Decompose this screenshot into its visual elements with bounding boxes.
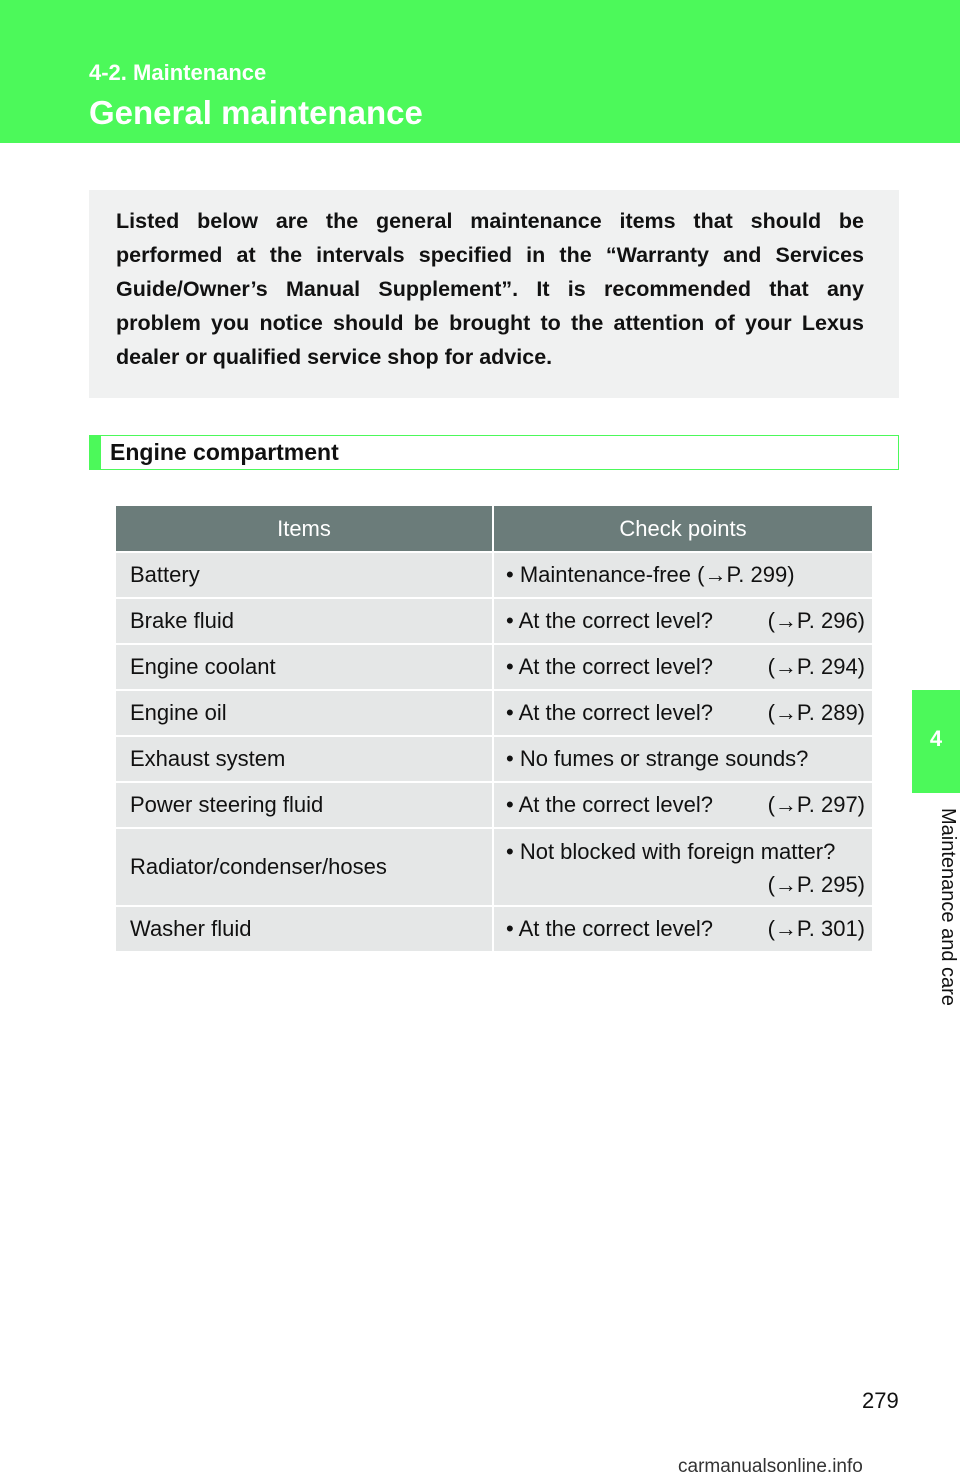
check-text: • At the correct level?: [506, 700, 714, 725]
page-ref: (→P. 301): [767, 916, 865, 941]
check-cell: [493, 598, 872, 644]
chapter-label: Maintenance and care: [937, 808, 959, 1006]
intro-text: Listed below are the general maintenance items that should be performed at the intervals specified in the “Warranty and Services Guide/Owner’s Manual Supplement”. It is recommended that any problem you notice should be brought to the attention of your Lexus dealer or qualified service shop for advice.: [116, 209, 864, 369]
column-header-items: Items: [116, 506, 493, 552]
item-cell: Battery: [116, 552, 493, 598]
check-cell: [493, 690, 872, 736]
maintenance-table: [116, 506, 872, 951]
watermark: carmanualsonline.info: [678, 1456, 863, 1477]
subheading: Engine compartment: [110, 439, 339, 465]
table-row: [116, 690, 872, 736]
check-text: • Maintenance-free (→P. 299): [506, 562, 795, 587]
check-cell: [493, 782, 872, 828]
header-band: [0, 0, 960, 143]
section-label: 4-2. Maintenance: [89, 60, 267, 85]
check-cell: [493, 644, 872, 690]
check-cell: [493, 736, 872, 782]
chapter-tab: [912, 690, 960, 793]
subheading-accent-bar: [90, 436, 101, 469]
table-row: [116, 828, 872, 906]
item-cell: Exhaust system: [116, 736, 493, 782]
item-cell: Brake fluid: [116, 598, 493, 644]
column-header-check-points: Check points: [493, 506, 872, 552]
table-header-row: [116, 506, 872, 552]
page-ref: (→P. 289): [767, 700, 865, 725]
check-text: • At the correct level?: [506, 654, 714, 679]
page-number: 279: [862, 1388, 899, 1413]
check-text: • At the correct level?: [506, 792, 714, 817]
table-row: [116, 598, 872, 644]
page-ref: (→P. 296): [767, 608, 865, 633]
subheading-box: [89, 435, 899, 470]
check-cell: [493, 906, 872, 951]
table-row: [116, 906, 872, 951]
item-cell: Washer fluid: [116, 906, 493, 951]
item-cell: Power steering fluid: [116, 782, 493, 828]
intro-box: [89, 190, 899, 398]
table-row: [116, 782, 872, 828]
table-row: [116, 644, 872, 690]
item-cell: Radiator/condenser/hoses: [116, 828, 493, 906]
check-text: • At the correct level?: [506, 608, 714, 633]
page-ref: (→P. 295): [767, 872, 865, 897]
check-cell: [493, 552, 872, 598]
page-ref: (→P. 297): [767, 792, 865, 817]
item-cell: Engine coolant: [116, 644, 493, 690]
table-row: [116, 736, 872, 782]
check-cell: [493, 828, 872, 906]
page-ref: (→P. 294): [767, 654, 865, 679]
table-row: [116, 552, 872, 598]
item-cell: Engine oil: [116, 690, 493, 736]
chapter-number: 4: [929, 726, 943, 751]
check-text: • At the correct level?: [506, 916, 714, 941]
check-text: • Not blocked with foreign matter?: [506, 839, 836, 864]
check-text: • No fumes or strange sounds?: [506, 746, 809, 771]
page-title: General maintenance: [89, 94, 423, 131]
